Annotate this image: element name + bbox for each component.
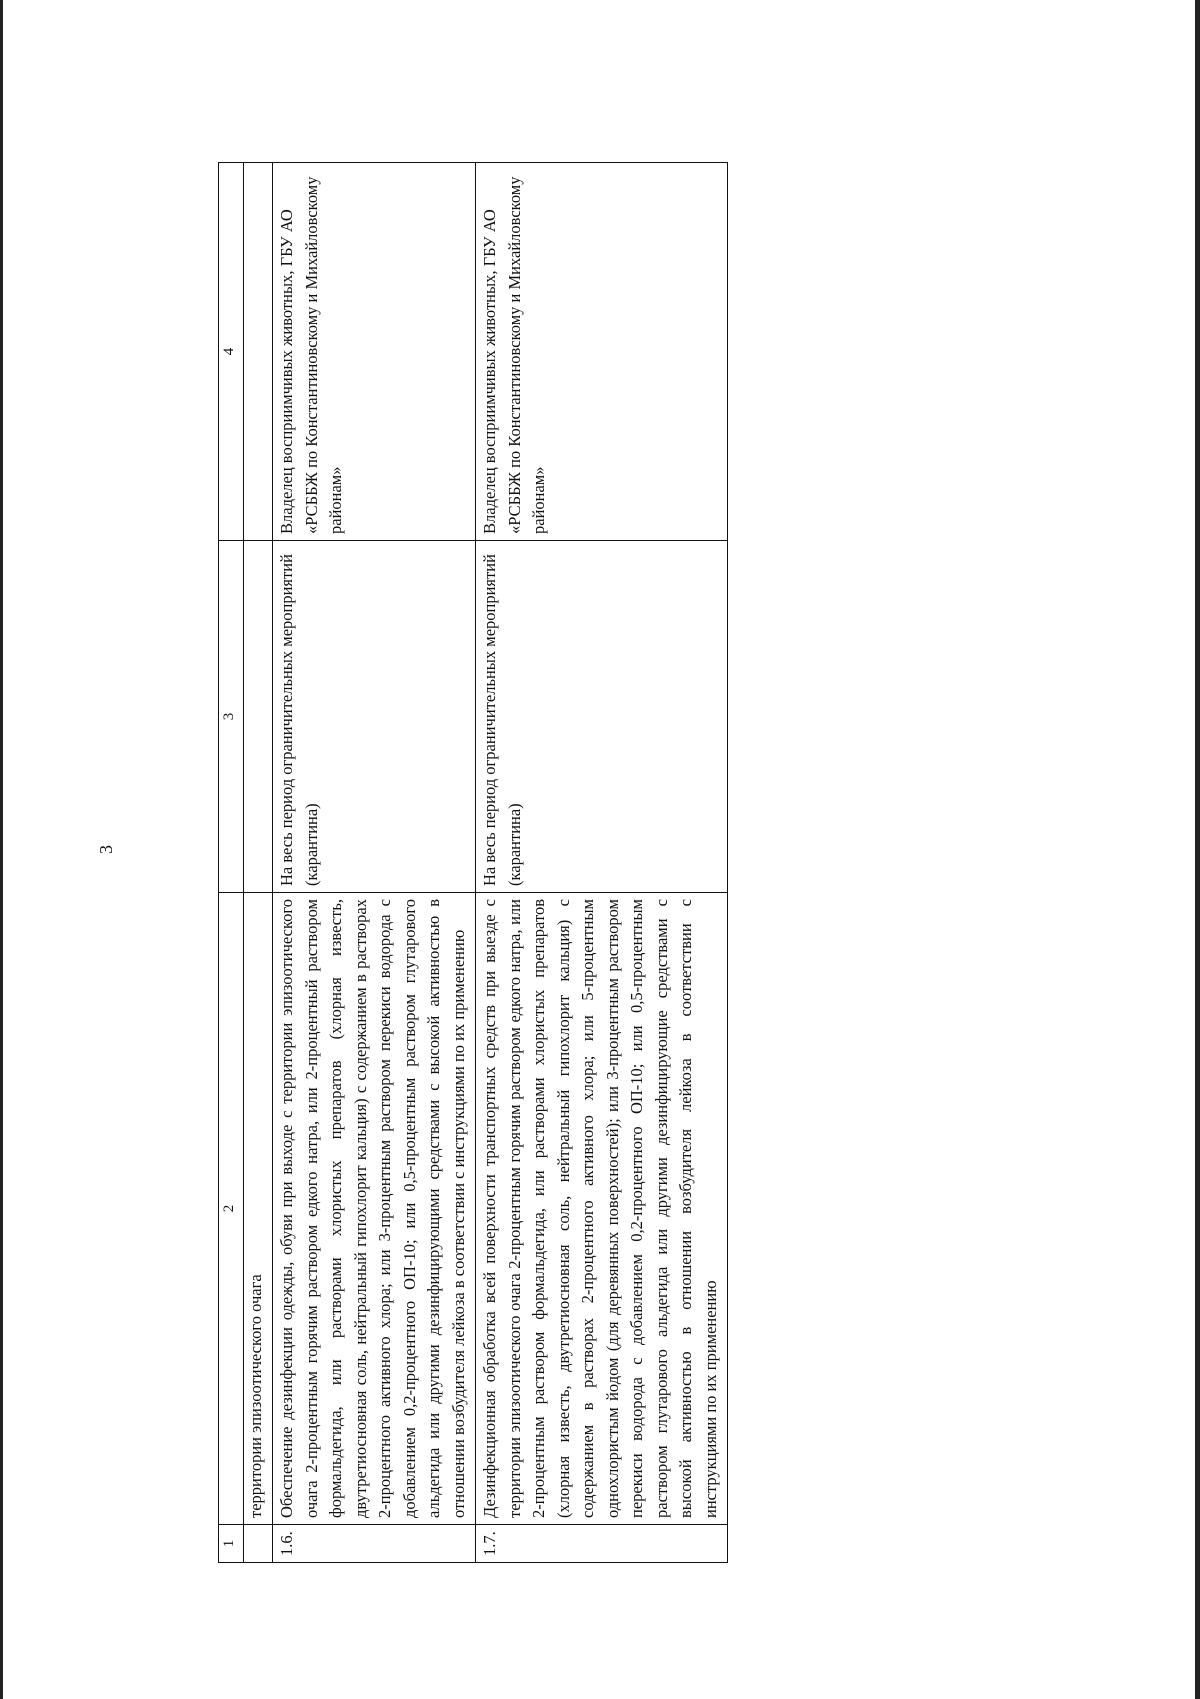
- measure-text: Обеспечение дезинфекции одежды, обуви при выходе с территории эпизоотического очага 2-процентным горячим раствором едкого натра, или 2-процентный раствором формальдегида, или растворами хлористых препаратов (хлорная известь, двутретиосновная соль, нейтральный гипохлорит кальция) с содержанием в растворах 2-процентного активного хлора; или 3-процентным раствором перекиси водорода с добавлением 0,2-процентного ОП-10; или 0,5-процентным раствором глутарового альдегида или другими дезинфицирующими средствами с высокой активностью в отношении возбудителя лейкоза в соответствии с инструкциями по их применению: [273, 893, 476, 1525]
- header-cell: 3: [219, 541, 244, 893]
- header-cell: 2: [219, 893, 244, 1525]
- term-text: На весь период ограничительных мероприятий (карантина): [476, 541, 728, 893]
- header-cell: 4: [219, 163, 244, 541]
- table-cell: [244, 541, 273, 893]
- table-row: [476, 163, 728, 1563]
- table-row: [273, 163, 476, 1563]
- continuation-text: территории эпизоотического очага: [244, 893, 273, 1525]
- table-header-row: [219, 163, 244, 1563]
- term-text: На весь период ограничительных мероприятий (карантина): [273, 541, 476, 893]
- table-cell: [244, 163, 273, 541]
- table-cell: [244, 1525, 273, 1563]
- rotated-table-page: [218, 163, 1098, 1563]
- measure-text: Дезинфекционная обработка всей поверхности транспортных средств при выезде с территории эпизоотического очага 2-процентным горячим раствором едкого натра, или 2-процентным раствором формальдегида, или растворами хлористых препаратов (хлорная известь, двутретиосновная соль, нейтральный гипохлорит кальция) с содержанием в растворах 2-процентного активного хлора; или 5-процентным однохлористым йодом (для деревянных поверхностей); или 3-процентным раствором перекиси водорода с добавлением 0,2-процентного ОП-10; или 0,5-процентным раствором глутарового альдегида или другими дезинфицирующие средствами с высокой активностью в отношении возбудителя лейкоза в соответствии с инструкциями по их применению: [476, 893, 728, 1525]
- row-number: 1.6.: [273, 1525, 476, 1563]
- responsible-text: Владелец восприимчивых животных, ГБУ АО «РСББЖ по Константиновскому и Михайловскому районам»: [476, 163, 728, 541]
- scan-edge: [1195, 0, 1200, 1699]
- scan-edge: [0, 0, 3, 1699]
- measures-table: [218, 162, 728, 1563]
- responsible-text: Владелец восприимчивых животных, ГБУ АО «РСББЖ по Константиновскому и Михайловскому районам»: [273, 163, 476, 541]
- page-number: 3: [96, 845, 116, 854]
- continuation-row: [244, 163, 273, 1563]
- row-number: 1.7.: [476, 1525, 728, 1563]
- header-cell: 1: [219, 1525, 244, 1563]
